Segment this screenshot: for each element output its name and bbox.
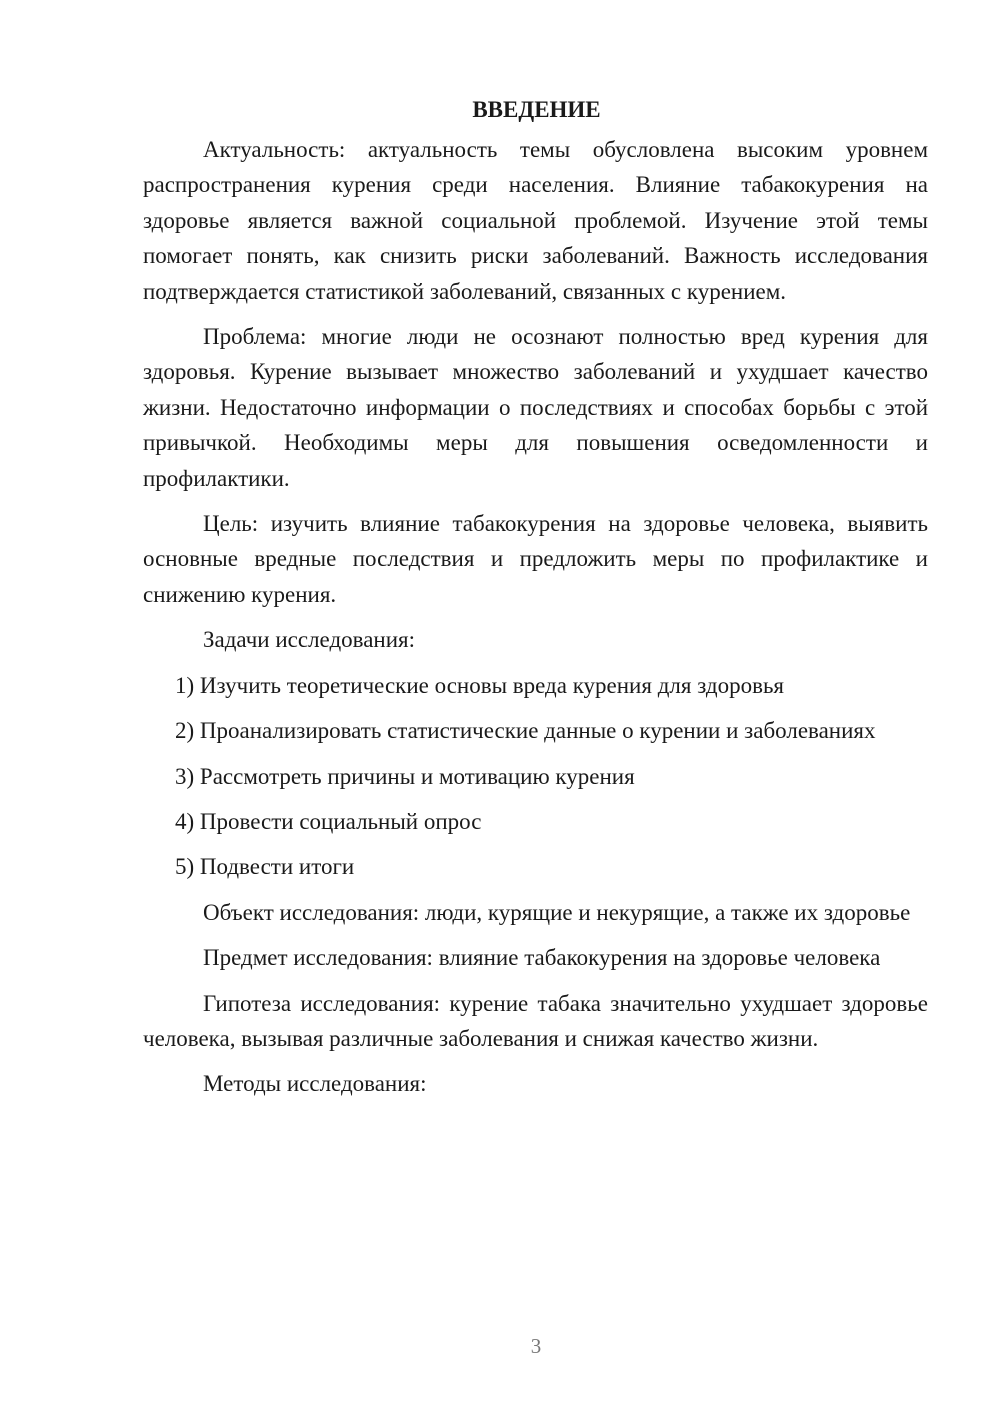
paragraph-object: Объект исследования: люди, курящие и некурящие, а также их здоровье [203, 899, 911, 925]
page-number: 3 [530, 1334, 542, 1358]
task-item: 1) Изучить теоретические основы вреда курения для здоровья [175, 672, 785, 698]
task-item: 4) Провести социальный опрос [175, 808, 482, 834]
task-item: 5) Подвести итоги [175, 854, 355, 880]
paragraph-subject: Предмет исследования: влияние табакокурения на здоровье человека [203, 945, 881, 971]
section-title: ВВЕДЕНИЕ [472, 97, 601, 122]
paragraph-hypothesis: Гипотеза исследования: курение табака значительно ухудшает здоровье человека, вызывая различные заболевания и снижая качество жизни. [143, 990, 928, 1051]
methods-heading: Методы исследования: [203, 1071, 427, 1097]
task-item: 3) Рассмотреть причины и мотивацию курения [175, 763, 635, 789]
page-body [143, 92, 928, 1102]
paragraph-relevance: Актуальность: актуальность темы обусловлена высоким уровнем распространения курения среди населения. Влияние табакокурения на здоровье является важной социальной проблемой. Изучение этой темы помогает понять, как снизить риски заболеваний. Важность исследования подтверждается статистикой заболеваний, связанных с курением. [143, 137, 928, 304]
tasks-heading: Задачи исследования: [203, 627, 416, 653]
paragraph-goal: Цель: изучить влияние табакокурения на здоровье человека, выявить основные вредные последствия и предложить меры по профилактике и снижению курения. [143, 511, 928, 607]
task-item: 2) Проанализировать статистические данные о курении и заболеваниях [175, 718, 876, 744]
paragraph-problem: Проблема: многие люди не осознают полностью вред курения для здоровья. Курение вызывает множество заболеваний и ухудшает качество жизни. Недостаточно информации о последствиях и способах борьбы с этой привычкой. Необходимы меры для повышения осведомленности и профилактики. [143, 324, 928, 491]
